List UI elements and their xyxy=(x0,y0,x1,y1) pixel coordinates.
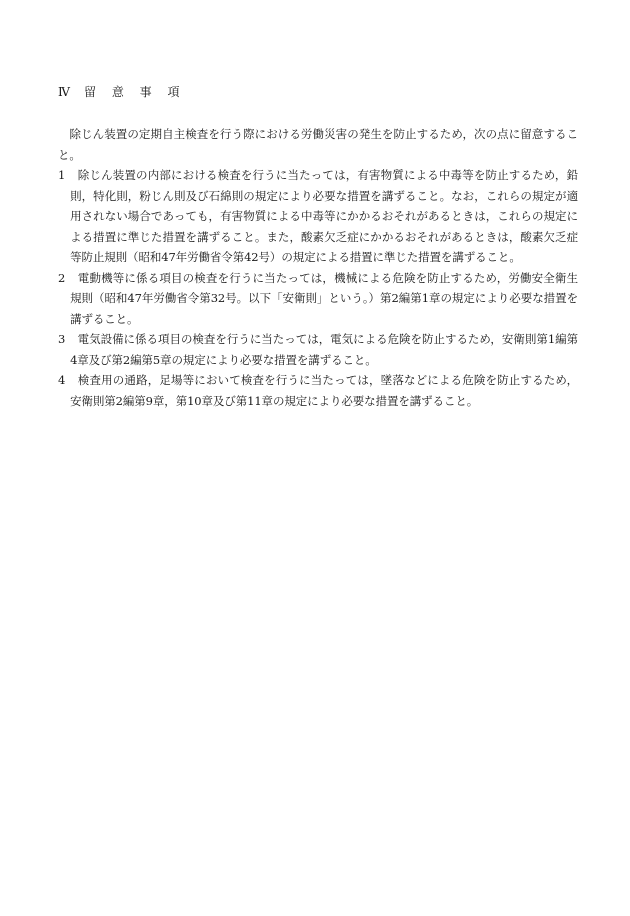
list-item-number: 4 xyxy=(58,373,66,387)
section-title: 留 意 事 項 xyxy=(84,85,186,99)
list-item xyxy=(58,370,578,411)
list-item-number: 3 xyxy=(58,332,66,346)
list-item-text: 除じん装置の内部における検査を行うに当たっては，有害物質による中毒等を防止するため，鉛則，特化則，粉じん則及び石綿則の規定により必要な措置を講ずること。なお，これらの規定が適用されない場合であっても，有害物質による中毒等にかかるおそれがあるときは，これらの規定による措置に準じた措置を講ずること。また，酸素欠乏症にかかるおそれがあるときは，酸素欠乏症等防止規則（昭和47年労働省令第42号）の規定による措置に準じた措置を講ずること。 xyxy=(70,168,578,264)
list-item xyxy=(58,329,578,370)
list-item xyxy=(58,268,578,330)
list-item-text: 電動機等に係る項目の検査を行うに当たっては，機械による危険を防止するため，労働安全衛生規則（昭和47年労働省令第32号。以下「安衛則」という。）第2編第1章の規定により必要な措置を講ずること。 xyxy=(70,270,578,326)
section-heading xyxy=(58,84,185,100)
section-number: Ⅳ xyxy=(58,85,70,99)
list-item-number: 2 xyxy=(58,270,66,285)
intro-paragraph: 除じん装置の定期自主検査を行う際における労働災害の発生を防止するため，次の点に留意すること。 xyxy=(58,127,578,162)
list-item-text: 検査用の通路，足場等において検査を行うに当たっては，墜落などによる危険を防止するため，安衛則第2編第9章，第10章及び第11章の規定により必要な措置を講ずること。 xyxy=(70,373,578,408)
list-item xyxy=(58,165,578,268)
document-body xyxy=(58,124,578,411)
list-item-text: 電気設備に係る項目の検査を行うに当たっては，電気による危険を防止するため，安衛則第1編第4章及び第2編第5章の規定により必要な措置を講ずること。 xyxy=(70,332,578,367)
list-item-number: 1 xyxy=(58,168,66,182)
